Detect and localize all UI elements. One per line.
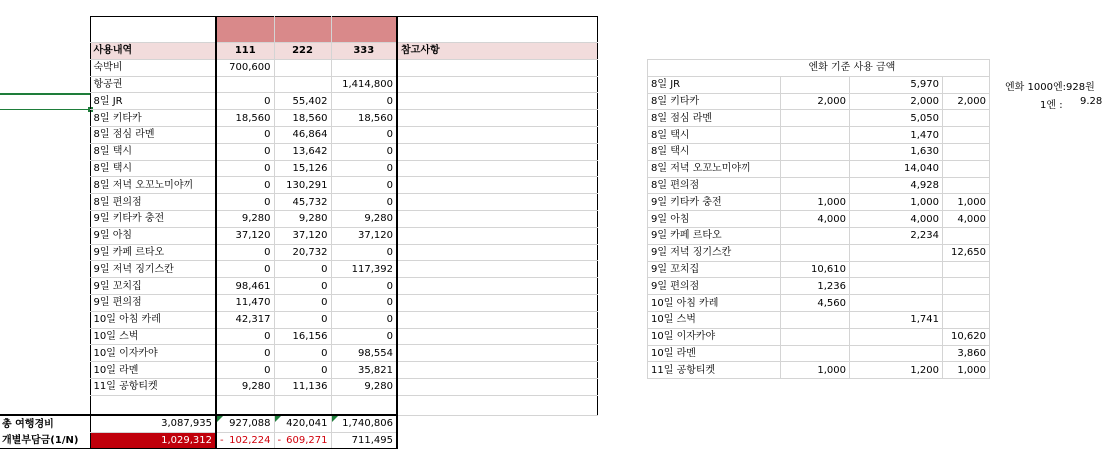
empty-cell[interactable] — [0, 177, 90, 194]
yen-amount-2[interactable]: 1,000 — [850, 194, 943, 211]
table-row — [0, 328, 597, 345]
note-cell[interactable] — [397, 177, 597, 194]
empty-cell[interactable] — [216, 395, 274, 415]
yen-amount-2[interactable] — [850, 328, 943, 345]
table-row — [0, 160, 597, 177]
total-person-2[interactable]: 420,041 — [274, 415, 331, 432]
amount-person-3[interactable]: 0 — [331, 93, 397, 110]
yen-amount-3[interactable]: 1,000 — [943, 362, 990, 379]
empty-cell[interactable] — [0, 143, 90, 160]
amount-person-1[interactable]: 0 — [216, 261, 274, 278]
yen-amount-1[interactable] — [781, 110, 850, 127]
amount-person-3[interactable]: 0 — [331, 177, 397, 194]
empty-cell[interactable] — [0, 328, 90, 345]
empty-cell[interactable] — [0, 294, 90, 311]
note-cell[interactable] — [397, 278, 597, 295]
yen-amount-1[interactable] — [781, 227, 850, 244]
yen-amount-1[interactable] — [781, 177, 850, 194]
amount-person-2[interactable]: 0 — [274, 278, 331, 295]
amount-person-2[interactable]: 20,732 — [274, 244, 331, 261]
empty-cell[interactable] — [648, 60, 781, 77]
yen-item[interactable]: 9일 아침 — [648, 211, 781, 228]
yen-item[interactable]: 8일 택시 — [648, 143, 781, 160]
minus-sign: - — [277, 434, 282, 446]
yen-item[interactable]: 9일 편의점 — [648, 278, 781, 295]
yen-table — [647, 59, 990, 379]
note-cell[interactable] — [397, 59, 597, 76]
amount-person-3[interactable]: 0 — [331, 311, 397, 328]
yen-amount-1[interactable] — [781, 143, 850, 160]
expense-item[interactable]: 10일 이자카야 — [90, 345, 216, 362]
yen-amount-2[interactable]: 5,050 — [850, 110, 943, 127]
table-row — [648, 311, 990, 328]
amount-person-3[interactable]: 35,821 — [331, 362, 397, 379]
share-person-3[interactable]: 711,495 — [331, 432, 397, 449]
table-row — [0, 278, 597, 295]
yen-amount-3[interactable] — [943, 127, 990, 144]
amount-person-2[interactable]: 18,560 — [274, 110, 331, 127]
empty-cell[interactable] — [90, 395, 216, 415]
amount-person-2[interactable] — [274, 76, 331, 93]
note-cell[interactable] — [397, 362, 597, 379]
yen-item[interactable]: 10일 스벅 — [648, 311, 781, 328]
yen-amount-3[interactable] — [943, 261, 990, 278]
share-person-1[interactable] — [216, 432, 274, 449]
table-row — [648, 211, 990, 228]
table-row — [648, 110, 990, 127]
empty-cell[interactable] — [397, 395, 597, 415]
header-item[interactable]: 사용내역 — [90, 43, 216, 60]
table-row — [0, 362, 597, 379]
yen-amount-1[interactable] — [781, 76, 850, 93]
amount-person-1[interactable]: 0 — [216, 345, 274, 362]
yen-item[interactable]: 10일 아침 카레 — [648, 295, 781, 312]
table-row — [0, 210, 597, 227]
table-row — [0, 395, 597, 415]
note-cell[interactable] — [397, 93, 597, 110]
yen-amount-2[interactable]: 1,630 — [850, 143, 943, 160]
empty-cell[interactable] — [0, 345, 90, 362]
expense-item[interactable]: 10일 라멘 — [90, 362, 216, 379]
table-row — [648, 76, 990, 93]
expense-item[interactable]: 8일 키타카 — [90, 110, 216, 127]
amount-person-1[interactable]: 18,560 — [216, 110, 274, 127]
yen-item[interactable]: 8일 편의점 — [648, 177, 781, 194]
amount-person-2[interactable]: 0 — [274, 311, 331, 328]
amount-person-2[interactable]: 0 — [274, 294, 331, 311]
amount-person-2[interactable]: 0 — [274, 362, 331, 379]
amount-person-1[interactable]: 9,280 — [216, 378, 274, 395]
amount-person-1[interactable]: 0 — [216, 126, 274, 143]
merged-header-cell[interactable] — [331, 17, 397, 43]
yen-item[interactable]: 9일 키타카 충전 — [648, 194, 781, 211]
expense-item[interactable]: 9일 저녁 징기스칸 — [90, 261, 216, 278]
note-cell[interactable] — [397, 261, 597, 278]
yen-item[interactable]: 8일 택시 — [648, 127, 781, 144]
table-row — [0, 244, 597, 261]
amount-person-3[interactable]: 98,554 — [331, 345, 397, 362]
yen-amount-1[interactable] — [781, 160, 850, 177]
note-cell[interactable] — [397, 76, 597, 93]
yen-item[interactable]: 9일 카페 르타오 — [648, 227, 781, 244]
empty-cell[interactable] — [274, 395, 331, 415]
expense-item[interactable]: 8일 편의점 — [90, 194, 216, 211]
expense-item[interactable]: 9일 키타카 충전 — [90, 210, 216, 227]
table-row — [0, 93, 597, 110]
amount-person-1[interactable]: 0 — [216, 362, 274, 379]
amount-person-1[interactable]: 0 — [216, 143, 274, 160]
header-note[interactable]: 참고사항 — [397, 43, 597, 60]
yen-item[interactable]: 8일 저녁 오꼬노미야끼 — [648, 160, 781, 177]
note-cell[interactable] — [397, 110, 597, 127]
expense-item[interactable]: 숙박비 — [90, 59, 216, 76]
yen-amount-3[interactable]: 12,650 — [943, 244, 990, 261]
total-person-3[interactable]: 1,740,806 — [331, 415, 397, 432]
table-row — [0, 311, 597, 328]
table-row — [648, 93, 990, 110]
empty-cell[interactable] — [0, 93, 90, 110]
total-label[interactable]: 총 여행경비 — [0, 415, 90, 432]
table-row — [648, 227, 990, 244]
amount-person-3[interactable]: 9,280 — [331, 210, 397, 227]
share-label[interactable]: 개별부담금(1/N) — [0, 432, 90, 449]
table-row — [0, 110, 597, 127]
empty-cell[interactable] — [0, 395, 90, 415]
expense-item[interactable]: 11일 공항티켓 — [90, 378, 216, 395]
expense-item[interactable]: 9일 꼬치집 — [90, 278, 216, 295]
yen-amount-3[interactable] — [943, 177, 990, 194]
table-row — [648, 345, 990, 362]
note-cell[interactable] — [397, 160, 597, 177]
yen-amount-1[interactable] — [781, 127, 850, 144]
empty-cell[interactable] — [397, 17, 597, 43]
empty-cell[interactable] — [0, 59, 90, 76]
amount-person-1[interactable]: 37,120 — [216, 227, 274, 244]
header-person-3[interactable]: 333 — [331, 43, 397, 60]
note-cell[interactable] — [397, 328, 597, 345]
share-value: 609,271 — [286, 434, 328, 446]
table-row — [0, 194, 597, 211]
expense-item[interactable]: 10일 스벅 — [90, 328, 216, 345]
yen-amount-2[interactable]: 1,741 — [850, 311, 943, 328]
yen-item[interactable]: 8일 키타카 — [648, 93, 781, 110]
yen-amount-3[interactable]: 2,000 — [943, 93, 990, 110]
amount-person-2[interactable]: 9,280 — [274, 210, 331, 227]
exchange-rate-unit-label[interactable]: 1엔 : — [1040, 100, 1063, 111]
amount-person-2[interactable]: 0 — [274, 261, 331, 278]
share-row — [0, 432, 597, 449]
amount-person-2[interactable] — [274, 59, 331, 76]
note-cell[interactable] — [397, 194, 597, 211]
amount-person-1[interactable]: 0 — [216, 93, 274, 110]
empty-cell[interactable] — [0, 194, 90, 211]
note-cell[interactable] — [397, 126, 597, 143]
amount-person-1[interactable]: 0 — [216, 194, 274, 211]
exchange-rate-label[interactable]: 엔화 1000엔:928원 — [1005, 82, 1095, 93]
empty-cell[interactable] — [0, 244, 90, 261]
amount-person-1[interactable]: 700,600 — [216, 59, 274, 76]
total-person-1[interactable]: 927,088 — [216, 415, 274, 432]
yen-item[interactable]: 10일 라멘 — [648, 345, 781, 362]
amount-person-1[interactable]: 0 — [216, 328, 274, 345]
yen-amount-3[interactable] — [943, 160, 990, 177]
expense-item[interactable]: 9일 아침 — [90, 227, 216, 244]
amount-person-3[interactable]: 0 — [331, 194, 397, 211]
amount-person-2[interactable]: 16,156 — [274, 328, 331, 345]
table-row — [0, 76, 597, 93]
total-row — [0, 415, 597, 432]
amount-person-3[interactable]: 0 — [331, 143, 397, 160]
empty-cell[interactable] — [0, 160, 90, 177]
amount-person-2[interactable]: 46,864 — [274, 126, 331, 143]
expense-item[interactable]: 8일 택시 — [90, 160, 216, 177]
yen-amount-2[interactable] — [850, 278, 943, 295]
yen-amount-3[interactable]: 4,000 — [943, 211, 990, 228]
note-cell[interactable] — [397, 311, 597, 328]
amount-person-3[interactable]: 18,560 — [331, 110, 397, 127]
yen-amount-1[interactable] — [781, 244, 850, 261]
amount-person-2[interactable]: 15,126 — [274, 160, 331, 177]
empty-cell[interactable] — [0, 76, 90, 93]
merged-header-cell[interactable] — [274, 17, 331, 43]
note-cell[interactable] — [397, 227, 597, 244]
yen-amount-3[interactable]: 3,860 — [943, 345, 990, 362]
amount-person-2[interactable]: 37,120 — [274, 227, 331, 244]
empty-cell[interactable] — [0, 261, 90, 278]
note-cell[interactable] — [397, 244, 597, 261]
table-row — [648, 143, 990, 160]
yen-amount-2[interactable]: 1,470 — [850, 127, 943, 144]
yen-amount-3[interactable] — [943, 295, 990, 312]
expense-item[interactable]: 10일 아침 카레 — [90, 311, 216, 328]
amount-person-2[interactable]: 0 — [274, 345, 331, 362]
yen-amount-1[interactable]: 4,560 — [781, 295, 850, 312]
amount-person-1[interactable]: 42,317 — [216, 311, 274, 328]
empty-cell[interactable] — [0, 110, 90, 127]
table-row — [648, 160, 990, 177]
amount-person-1[interactable]: 9,280 — [216, 210, 274, 227]
expense-item[interactable]: 9일 카페 르타오 — [90, 244, 216, 261]
yen-amount-2[interactable]: 5,970 — [850, 76, 943, 93]
yen-amount-1[interactable]: 1,000 — [781, 194, 850, 211]
amount-person-2[interactable]: 13,642 — [274, 143, 331, 160]
table-row — [648, 362, 990, 379]
yen-item[interactable]: 9일 저녁 징기스칸 — [648, 244, 781, 261]
yen-amount-3[interactable] — [943, 110, 990, 127]
amount-person-2[interactable]: 45,732 — [274, 194, 331, 211]
table-row — [0, 143, 597, 160]
table-row — [648, 328, 990, 345]
yen-amount-3[interactable] — [943, 278, 990, 295]
table-row — [648, 244, 990, 261]
expense-table — [0, 16, 598, 449]
yen-amount-3[interactable]: 10,620 — [943, 328, 990, 345]
header-person-1[interactable]: 111 — [216, 43, 274, 60]
empty-cell[interactable] — [0, 17, 90, 43]
note-cell[interactable] — [397, 294, 597, 311]
table-row — [0, 59, 597, 76]
amount-person-1[interactable]: 0 — [216, 177, 274, 194]
yen-amount-1[interactable]: 4,000 — [781, 211, 850, 228]
amount-person-3[interactable]: 0 — [331, 126, 397, 143]
amount-person-3[interactable]: 0 — [331, 160, 397, 177]
table-row — [0, 294, 597, 311]
amount-person-3[interactable]: 0 — [331, 244, 397, 261]
amount-person-3[interactable]: 0 — [331, 278, 397, 295]
empty-cell[interactable] — [0, 43, 90, 60]
note-cell[interactable] — [397, 143, 597, 160]
yen-amount-2[interactable]: 4,000 — [850, 211, 943, 228]
expense-item[interactable]: 8일 점심 라멘 — [90, 126, 216, 143]
amount-person-2[interactable]: 11,136 — [274, 378, 331, 395]
share-all[interactable]: 1,029,312 — [90, 432, 216, 449]
table-row — [648, 295, 990, 312]
amount-person-3[interactable]: 117,392 — [331, 261, 397, 278]
yen-amount-3[interactable] — [943, 76, 990, 93]
amount-person-3[interactable] — [331, 59, 397, 76]
table-row — [0, 227, 597, 244]
expense-item[interactable]: 항공권 — [90, 76, 216, 93]
yen-item[interactable]: 9일 꼬치집 — [648, 261, 781, 278]
yen-item[interactable]: 11일 공항티켓 — [648, 362, 781, 379]
expense-item[interactable]: 8일 저녁 오꼬노미야끼 — [90, 177, 216, 194]
table-row — [0, 261, 597, 278]
yen-amount-1[interactable] — [781, 328, 850, 345]
yen-amount-2[interactable]: 2,234 — [850, 227, 943, 244]
yen-amount-1[interactable] — [781, 311, 850, 328]
amount-person-3[interactable]: 37,120 — [331, 227, 397, 244]
header-person-2[interactable]: 222 — [274, 43, 331, 60]
yen-amount-3[interactable]: 1,000 — [943, 194, 990, 211]
yen-amount-1[interactable]: 2,000 — [781, 93, 850, 110]
yen-amount-2[interactable] — [850, 261, 943, 278]
yen-amount-1[interactable]: 10,610 — [781, 261, 850, 278]
yen-item[interactable]: 8일 JR — [648, 76, 781, 93]
yen-amount-2[interactable] — [850, 244, 943, 261]
yen-amount-2[interactable]: 1,200 — [850, 362, 943, 379]
empty-cell[interactable] — [0, 210, 90, 227]
yen-amount-2[interactable] — [850, 345, 943, 362]
empty-cell[interactable] — [90, 17, 216, 43]
yen-amount-1[interactable]: 1,236 — [781, 278, 850, 295]
amount-person-2[interactable]: 55,402 — [274, 93, 331, 110]
empty-cell[interactable] — [0, 311, 90, 328]
exchange-rate-value[interactable]: 9.28 — [1080, 96, 1103, 107]
amount-person-1[interactable]: 11,470 — [216, 294, 274, 311]
amount-person-2[interactable]: 130,291 — [274, 177, 331, 194]
yen-amount-3[interactable] — [943, 143, 990, 160]
yen-amount-3[interactable] — [943, 311, 990, 328]
yen-amount-2[interactable]: 14,040 — [850, 160, 943, 177]
empty-cell[interactable] — [0, 362, 90, 379]
empty-cell[interactable] — [331, 395, 397, 415]
empty-cell[interactable] — [0, 278, 90, 295]
empty-cell[interactable] — [0, 227, 90, 244]
expense-item[interactable]: 8일 택시 — [90, 143, 216, 160]
table-row — [648, 261, 990, 278]
yen-table-title[interactable]: 엔화 기준 사용 금액 — [781, 60, 990, 77]
merged-header-cell[interactable] — [216, 17, 274, 43]
total-all[interactable]: 3,087,935 — [90, 415, 216, 432]
empty-cell[interactable] — [0, 126, 90, 143]
expense-item[interactable]: 9일 편의점 — [90, 294, 216, 311]
amount-person-1[interactable]: 0 — [216, 160, 274, 177]
amount-person-1[interactable]: 98,461 — [216, 278, 274, 295]
note-cell[interactable] — [397, 210, 597, 227]
share-value: 102,224 — [229, 434, 271, 446]
table-row — [648, 177, 990, 194]
note-cell[interactable] — [397, 378, 597, 395]
empty-cell[interactable] — [0, 378, 90, 395]
yen-amount-2[interactable]: 4,928 — [850, 177, 943, 194]
yen-amount-1[interactable] — [781, 345, 850, 362]
amount-person-3[interactable]: 9,280 — [331, 378, 397, 395]
yen-item[interactable]: 10일 이자카야 — [648, 328, 781, 345]
yen-amount-1[interactable]: 1,000 — [781, 362, 850, 379]
amount-person-3[interactable]: 0 — [331, 328, 397, 345]
amount-person-1[interactable] — [216, 76, 274, 93]
expense-item[interactable]: 8일 JR — [90, 93, 216, 110]
table-row — [0, 126, 597, 143]
table-row — [648, 278, 990, 295]
table-row — [0, 177, 597, 194]
minus-sign: - — [220, 434, 224, 446]
amount-person-3[interactable]: 0 — [331, 294, 397, 311]
note-cell[interactable] — [397, 345, 597, 362]
amount-person-3[interactable]: 1,414,800 — [331, 76, 397, 93]
table-row — [0, 345, 597, 362]
yen-amount-2[interactable] — [850, 295, 943, 312]
table-row — [648, 194, 990, 211]
yen-item[interactable]: 8일 점심 라멘 — [648, 110, 781, 127]
amount-person-1[interactable]: 0 — [216, 244, 274, 261]
yen-amount-2[interactable]: 2,000 — [850, 93, 943, 110]
yen-amount-3[interactable] — [943, 227, 990, 244]
share-person-2[interactable] — [274, 432, 331, 449]
table-row — [648, 127, 990, 144]
table-row — [0, 378, 597, 395]
